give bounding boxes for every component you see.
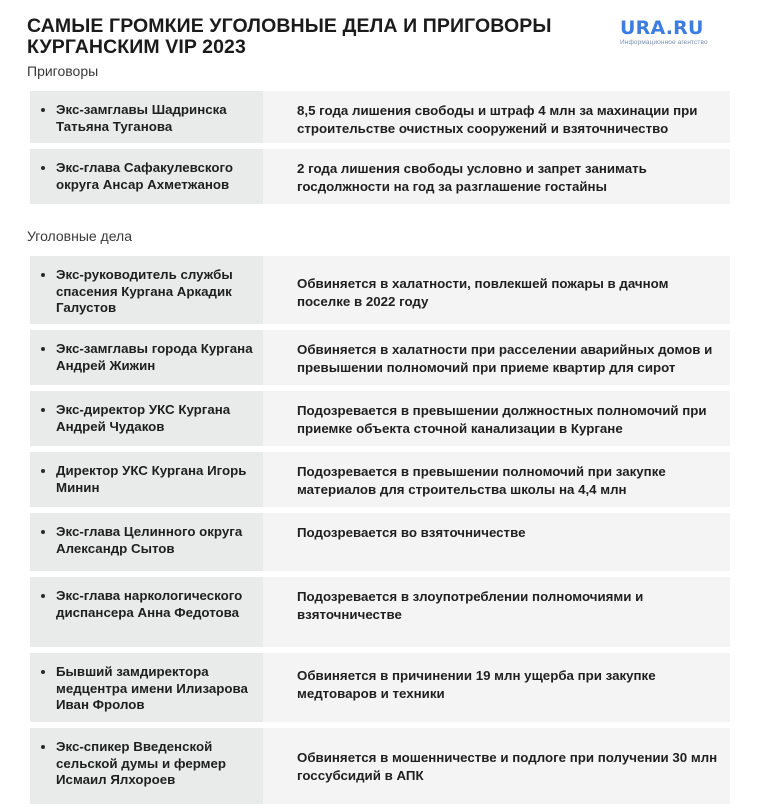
table-row (30, 330, 730, 385)
bullet-icon (41, 273, 45, 277)
case-text: Подозревается в злоупотреблении полномочиями и взяточничестве (297, 589, 644, 622)
bullet-icon (41, 530, 45, 534)
case-text: Подозревается во взяточничестве (297, 525, 526, 540)
table-row (30, 149, 730, 204)
table-row (30, 728, 730, 804)
person-cell (30, 391, 263, 446)
person-name: Директор УКС Кургана Игорь Минин (56, 463, 247, 495)
person-cell (30, 653, 263, 722)
person-name: Экс-глава Целинного округа Александр Сытов (56, 524, 243, 556)
person-name: Экс-замглавы Шадринска Татьяна Туганова (56, 102, 227, 134)
table-row (30, 577, 730, 647)
case-text: Подозревается в превышении полномочий при закупке материалов для строительства школы на 4,4 млн (297, 464, 666, 497)
table-row (30, 653, 730, 722)
table-row (30, 513, 730, 571)
section-label-cases: Уголовные дела (27, 228, 133, 244)
logo-subtext: Информационное агентство (620, 39, 708, 46)
bullet-icon (41, 108, 45, 112)
case-text: Обвиняется в халатности, повлекшей пожары в дачном поселке в 2022 году (297, 276, 669, 309)
page-header (27, 16, 567, 58)
logo-text: URA.RU (620, 17, 704, 39)
case-cell (263, 653, 730, 722)
table-row (30, 391, 730, 446)
bullet-icon (41, 408, 45, 412)
bullet-icon (41, 745, 45, 749)
page-title-line-1: САМЫЕ ГРОМКИЕ УГОЛОВНЫЕ ДЕЛА И ПРИГОВОРЫ (27, 15, 552, 37)
person-name: Экс-глава Сафакулевского округа Ансар Ахметжанов (56, 160, 233, 192)
bullet-icon (41, 166, 45, 170)
table-row (30, 256, 730, 324)
table-row (30, 452, 730, 507)
verdict-text: 8,5 года лишения свободы и штраф 4 млн за махинации при строительстве очистных сооружений и взяточничество (297, 103, 698, 136)
person-name: Экс-спикер Введенской сельской думы и фермер Исмаил Ялхороев (56, 739, 227, 787)
case-cell (263, 391, 730, 446)
person-cell (30, 577, 263, 647)
person-cell (30, 91, 263, 143)
bullet-icon (41, 670, 45, 674)
ura-ru-logo (620, 18, 720, 47)
person-cell (30, 330, 263, 385)
person-name: Бывший замдиректора медцентра имени Илизарова Иван Фролов (56, 664, 248, 712)
case-text: Обвиняется в мошенничестве и подлоге при получении 30 млн госсубсидий в АПК (297, 750, 718, 783)
verdict-cell (263, 149, 730, 204)
person-cell (30, 149, 263, 204)
case-text: Обвиняется в халатности при расселении аварийных домов и превышении полномочий при приеме квартир для сирот (297, 342, 713, 375)
case-cell (263, 728, 730, 804)
person-cell (30, 728, 263, 804)
case-cell (263, 330, 730, 385)
person-name: Экс-руководитель службы спасения Кургана Аркадик Галустов (56, 267, 233, 315)
bullet-icon (41, 347, 45, 351)
person-name: Экс-директор УКС Кургана Андрей Чудаков (56, 402, 231, 434)
bullet-icon (41, 469, 45, 473)
verdict-text: 2 года лишения свободы условно и запрет занимать госдолжности на год за разглашение гостайны (297, 161, 647, 194)
person-cell (30, 256, 263, 324)
case-cell (263, 452, 730, 507)
case-text: Обвиняется в причинении 19 млн ущерба при закупке медтоваров и техники (297, 668, 656, 701)
case-cell (263, 577, 730, 647)
case-text: Подозревается в превышении должностных полномочий при приемке объекта сточной канализации в Кургане (297, 403, 707, 436)
sentences-table (30, 91, 730, 210)
section-label-sentences: Приговоры (27, 63, 99, 79)
person-name: Экс-замглавы города Кургана Андрей Жижин (56, 341, 253, 373)
verdict-cell (263, 91, 730, 143)
case-cell (263, 256, 730, 324)
person-name: Экс-глава наркологического диспансера Анна Федотова (56, 588, 243, 620)
table-row (30, 91, 730, 143)
page-title-line-2: КУРГАНСКИМ VIP 2023 (27, 36, 246, 58)
bullet-icon (41, 594, 45, 598)
person-cell (30, 452, 263, 507)
case-cell (263, 513, 730, 571)
person-cell (30, 513, 263, 571)
cases-table (30, 256, 730, 810)
